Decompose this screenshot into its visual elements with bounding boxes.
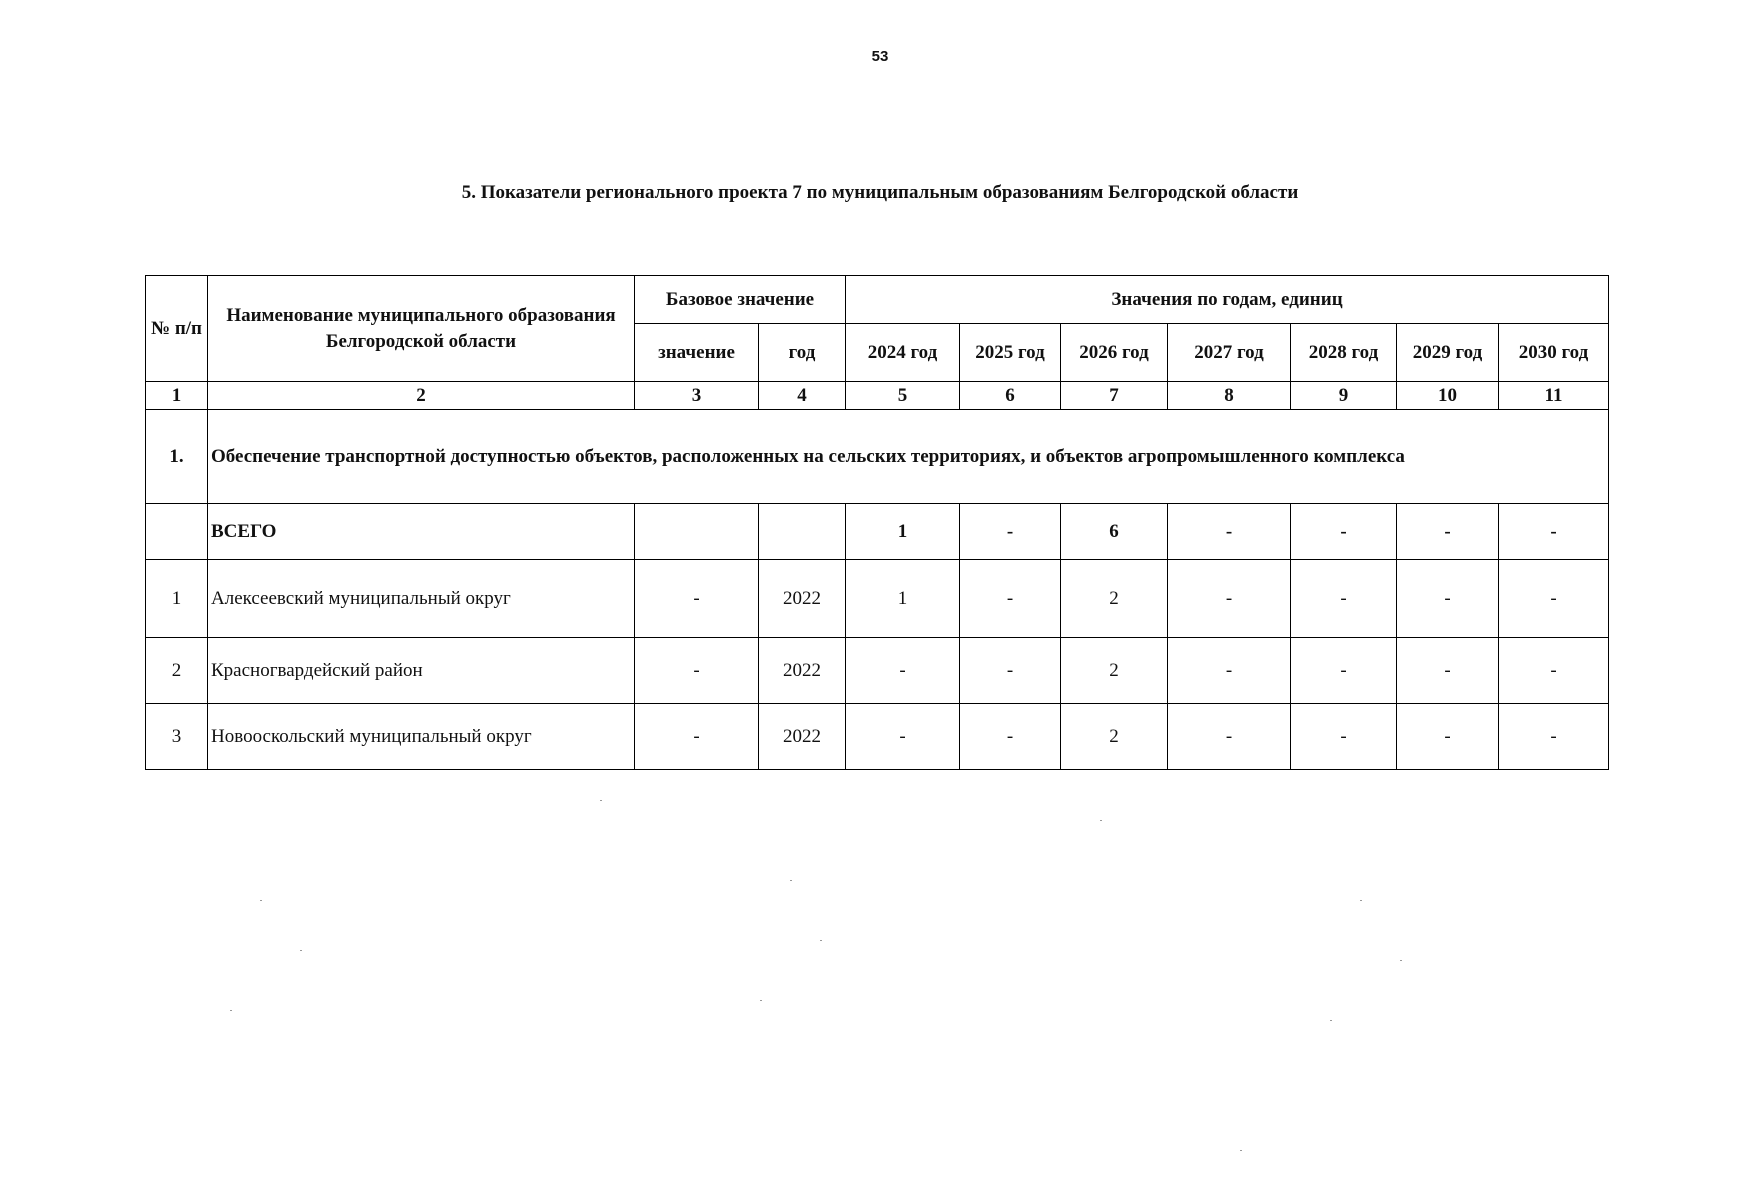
column-number: 9 xyxy=(1291,382,1397,410)
table-row xyxy=(146,638,1609,704)
total-value-2028: - xyxy=(1291,504,1397,560)
row-municipality-name: Красногвардейский район xyxy=(208,638,635,704)
row-value-2025: - xyxy=(960,638,1061,704)
column-number: 8 xyxy=(1168,382,1291,410)
column-number-row xyxy=(146,382,1609,410)
total-value-2027: - xyxy=(1168,504,1291,560)
section-row xyxy=(146,410,1609,504)
row-value-2027: - xyxy=(1168,638,1291,704)
scan-speck xyxy=(1240,1150,1242,1151)
row-value-2028: - xyxy=(1291,704,1397,770)
total-value-2025: - xyxy=(960,504,1061,560)
header-base-value: значение xyxy=(635,324,759,382)
row-base-value: - xyxy=(635,560,759,638)
row-value-2029: - xyxy=(1397,560,1499,638)
column-number: 7 xyxy=(1061,382,1168,410)
header-name: Наименование муниципального образования Белгородской области xyxy=(208,276,635,382)
row-value-2025: - xyxy=(960,560,1061,638)
column-number: 1 xyxy=(146,382,208,410)
column-number: 11 xyxy=(1499,382,1609,410)
total-num-cell xyxy=(146,504,208,560)
row-value-2026: 2 xyxy=(1061,560,1168,638)
column-number: 10 xyxy=(1397,382,1499,410)
row-value-2028: - xyxy=(1291,638,1397,704)
header-year-2024: 2024 год xyxy=(846,324,960,382)
document-title: 5. Показатели регионального проекта 7 по муниципальным образованиям Белгородской области xyxy=(461,182,1299,203)
row-value-2025: - xyxy=(960,704,1061,770)
row-num: 2 xyxy=(146,638,208,704)
column-number: 3 xyxy=(635,382,759,410)
column-number: 4 xyxy=(759,382,846,410)
total-base-value xyxy=(635,504,759,560)
indicators-table xyxy=(145,275,1609,770)
header-num: № п/п xyxy=(146,276,208,382)
row-num: 1 xyxy=(146,560,208,638)
table-row xyxy=(146,560,1609,638)
row-base-year: 2022 xyxy=(759,704,846,770)
row-base-value: - xyxy=(635,704,759,770)
row-value-2027: - xyxy=(1168,560,1291,638)
total-row xyxy=(146,504,1609,560)
scan-speck xyxy=(230,1010,232,1011)
row-value-2028: - xyxy=(1291,560,1397,638)
scan-speck xyxy=(260,900,262,901)
scan-speck xyxy=(820,940,822,941)
header-year-2029: 2029 год xyxy=(1397,324,1499,382)
header-year-2027: 2027 год xyxy=(1168,324,1291,382)
column-number: 6 xyxy=(960,382,1061,410)
scan-speck xyxy=(600,800,602,801)
header-years-group: Значения по годам, единиц xyxy=(846,276,1609,324)
scan-speck xyxy=(1360,900,1362,901)
scan-speck xyxy=(1100,820,1102,821)
row-value-2030: - xyxy=(1499,560,1609,638)
row-value-2026: 2 xyxy=(1061,638,1168,704)
total-value-2029: - xyxy=(1397,504,1499,560)
scan-speck xyxy=(1330,1020,1332,1021)
header-base-group: Базовое значение xyxy=(635,276,846,324)
page-number: 53 xyxy=(871,48,889,65)
header-year-2030: 2030 год xyxy=(1499,324,1609,382)
scan-speck xyxy=(300,950,302,951)
total-value-2024: 1 xyxy=(846,504,960,560)
header-year-2025: 2025 год xyxy=(960,324,1061,382)
row-value-2024: - xyxy=(846,638,960,704)
scan-speck xyxy=(1400,960,1402,961)
row-value-2024: 1 xyxy=(846,560,960,638)
row-municipality-name: Новооскольский муниципальный округ xyxy=(208,704,635,770)
section-title: Обеспечение транспортной доступностью объектов, расположенных на сельских территориях, и объектов агропромышленного комплекса xyxy=(208,410,1609,504)
header-base-year: год xyxy=(759,324,846,382)
row-value-2029: - xyxy=(1397,638,1499,704)
row-base-year: 2022 xyxy=(759,560,846,638)
total-value-2030: - xyxy=(1499,504,1609,560)
column-number: 5 xyxy=(846,382,960,410)
total-label: ВСЕГО xyxy=(208,504,635,560)
total-value-2026: 6 xyxy=(1061,504,1168,560)
row-value-2027: - xyxy=(1168,704,1291,770)
total-base-year xyxy=(759,504,846,560)
scan-speck xyxy=(760,1000,762,1001)
row-base-value: - xyxy=(635,638,759,704)
row-value-2026: 2 xyxy=(1061,704,1168,770)
section-num: 1. xyxy=(146,410,208,504)
header-year-2026: 2026 год xyxy=(1061,324,1168,382)
row-value-2029: - xyxy=(1397,704,1499,770)
row-value-2030: - xyxy=(1499,638,1609,704)
header-year-2028: 2028 год xyxy=(1291,324,1397,382)
row-municipality-name: Алексеевский муниципальный округ xyxy=(208,560,635,638)
row-value-2024: - xyxy=(846,704,960,770)
scan-speck xyxy=(790,880,792,881)
row-value-2030: - xyxy=(1499,704,1609,770)
row-base-year: 2022 xyxy=(759,638,846,704)
table-row xyxy=(146,704,1609,770)
header-row-top xyxy=(146,276,1609,324)
column-number: 2 xyxy=(208,382,635,410)
row-num: 3 xyxy=(146,704,208,770)
